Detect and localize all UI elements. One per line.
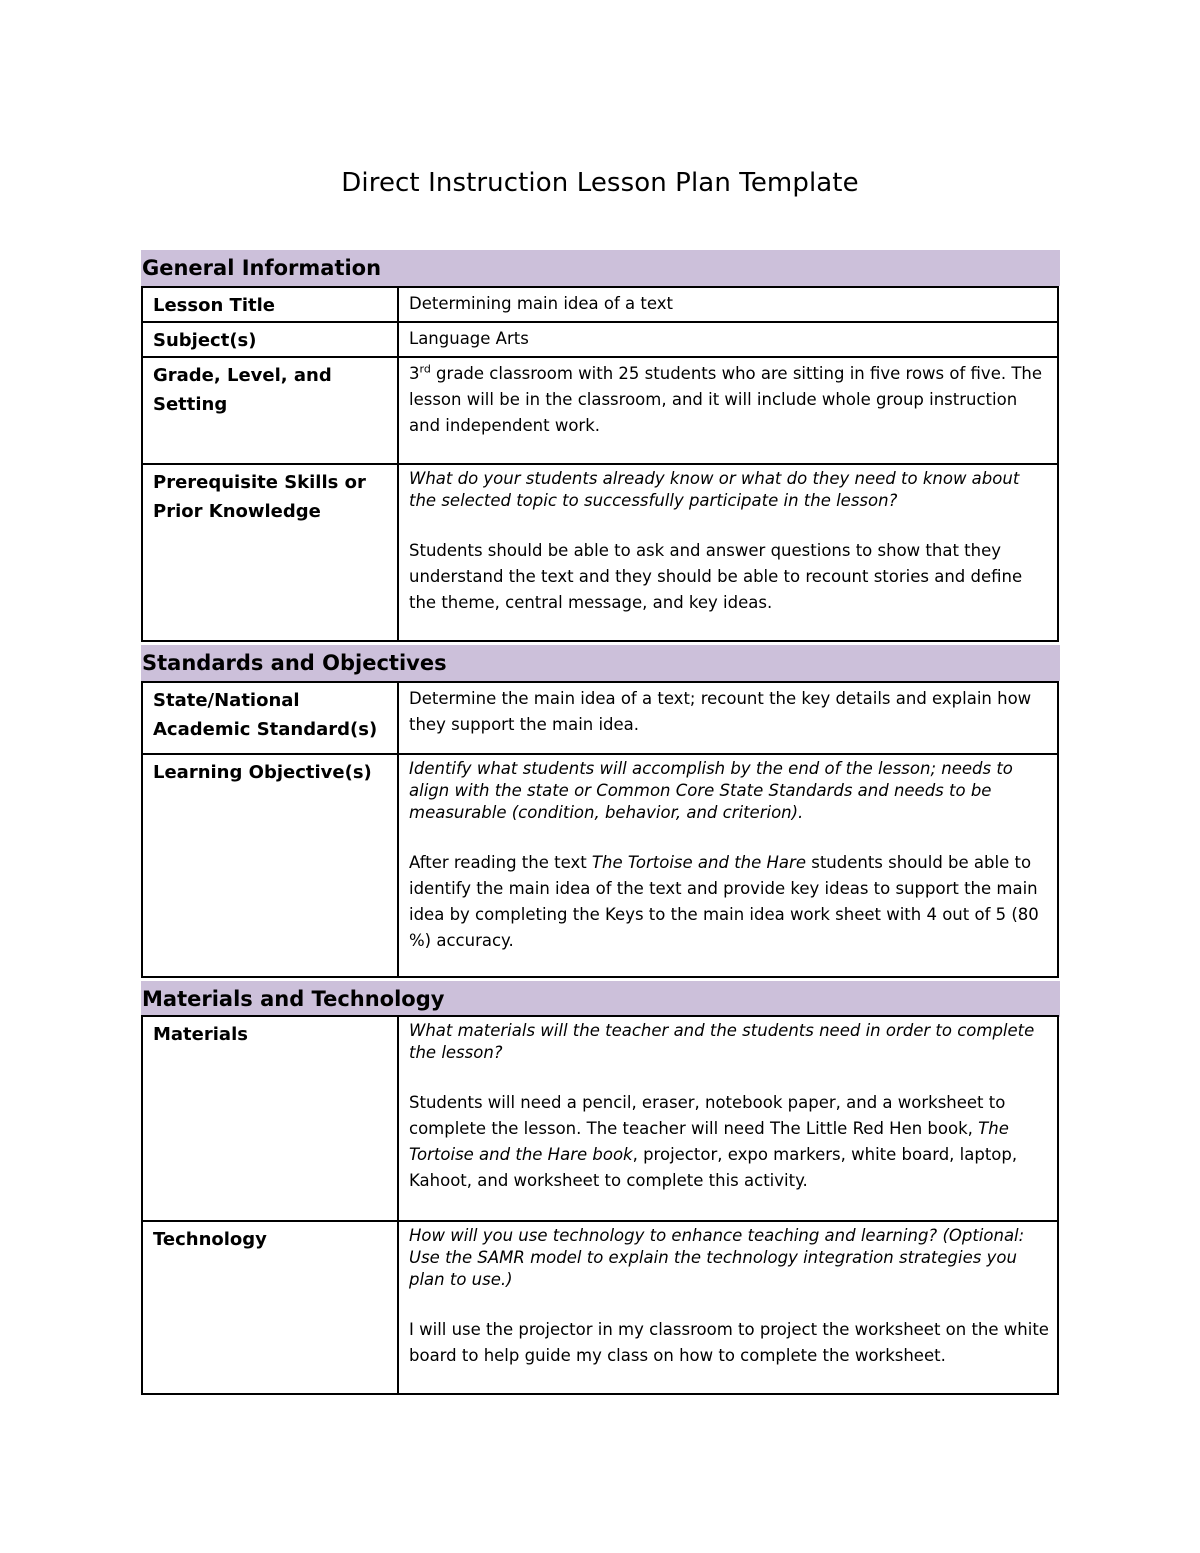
value-prerequisite: [399, 465, 1057, 640]
grade-ordinal: 3: [409, 364, 420, 383]
row-lesson-title: [141, 286, 1059, 323]
label-state-standard: State/National Academic Standard(s): [143, 683, 399, 753]
value-grade: [399, 358, 1057, 463]
answer-objectives: [409, 850, 1049, 954]
prompt-prerequisite: What do your students already know or what do they need to know about the selected topic to successfully participate in the lesson?: [409, 469, 1020, 510]
row-technology: [141, 1220, 1059, 1395]
label-lesson-title: Lesson Title: [143, 288, 399, 321]
prompt-materials: What materials will the teacher and the students need in order to complete the lesson?: [409, 1021, 1035, 1062]
label-prerequisite: Prerequisite Skills or Prior Knowledge: [143, 465, 399, 640]
answer-technology: I will use the projector in my classroom to project the worksheet on the white board to help guide my class on how to complete the worksheet.: [409, 1320, 1049, 1365]
answer-materials: [409, 1090, 1049, 1194]
value-objectives: [399, 755, 1057, 976]
row-subjects: [141, 321, 1059, 358]
label-grade: Grade, Level, and Setting: [143, 358, 399, 463]
row-state-standard: [141, 681, 1059, 755]
answer-objectives-title: The Tortoise and the Hare: [591, 853, 806, 872]
row-objectives: [141, 753, 1059, 978]
section-header-general: General Information: [141, 250, 1060, 286]
section-header-standards: Standards and Objectives: [141, 645, 1060, 681]
grade-description: grade classroom with 25 students who are sitting in five rows of five. The lesson will be in the classroom, and it will include whole group instruction and independent work.: [409, 364, 1043, 435]
value-lesson-title: Determining main idea of a text: [409, 294, 673, 313]
label-materials: Materials: [143, 1017, 399, 1220]
value-technology: [399, 1222, 1057, 1393]
row-materials: [141, 1015, 1059, 1222]
value-materials: [399, 1017, 1057, 1220]
prompt-technology: How will you use technology to enhance teaching and learning? (Optional: Use the SAMR model to explain the technology integration strategies you plan to use.): [409, 1226, 1025, 1289]
answer-prerequisite: Students should be able to ask and answer questions to show that they understand the text and they should be able to recount stories and define the theme, central message, and key ideas.: [409, 541, 1023, 612]
answer-materials-title: The Tortoise and the Hare book: [409, 1119, 1009, 1164]
section-header-materials: Materials and Technology: [141, 981, 1060, 1017]
answer-objectives-post: students should be able to identify the main idea of the text and provide key ideas to support the main idea by completing the Keys to the main idea work sheet with 4 out of 5 (80 %) accuracy.: [409, 853, 1039, 950]
document-title: Direct Instruction Lesson Plan Template: [341, 168, 859, 198]
grade-suffix: rd: [419, 362, 431, 376]
answer-materials-post: , projector, expo markers, white board, laptop, Kahoot, and worksheet to complete this activity.: [409, 1145, 1018, 1190]
row-grade: [141, 356, 1059, 465]
label-objectives: Learning Objective(s): [143, 755, 399, 976]
prompt-objectives: Identify what students will accomplish by the end of the lesson; needs to align with the state or Common Core State Standards and needs to be measurable (condition, behavior, and criterion).: [409, 759, 1013, 822]
answer-objectives-pre: After reading the text: [409, 853, 592, 872]
value-state-standard: Determine the main idea of a text; recount the key details and explain how they support the main idea.: [409, 689, 1032, 734]
row-prerequisite: [141, 463, 1059, 642]
answer-materials-pre: Students will need a pencil, eraser, notebook paper, and a worksheet to complete the lesson. The teacher will need The Little Red Hen book,: [409, 1093, 1006, 1138]
value-subjects: Language Arts: [409, 329, 529, 348]
label-technology: Technology: [143, 1222, 399, 1393]
label-subjects: Subject(s): [143, 323, 399, 356]
